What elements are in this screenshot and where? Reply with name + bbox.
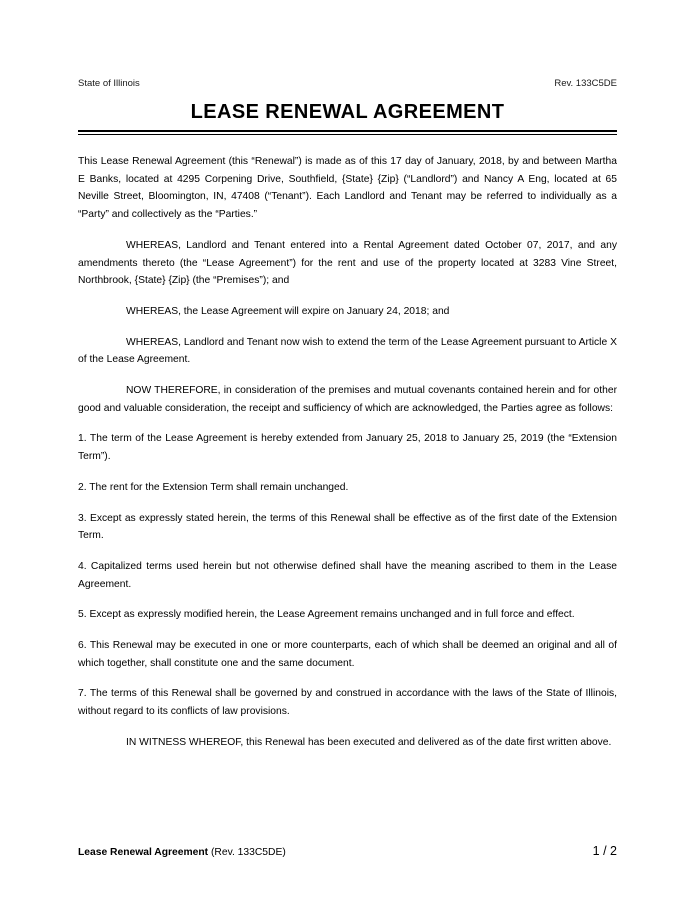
title-rule-thin xyxy=(78,134,617,135)
paragraph-whereas-1: WHEREAS, Landlord and Tenant entered into a Rental Agreement dated October 07, 2017, and any amendments thereto (the “Lease Agreement”) for the rent and use of the property located at 3283 Vine Street, Northbrook, {State} {Zip} (the “Premises”); and xyxy=(78,239,617,287)
clause-4: 4. Capitalized terms used herein but not otherwise defined shall have the meaning ascribed to them in the Lease Agreement. xyxy=(78,560,617,590)
clause-7: 7. The terms of this Renewal shall be governed by and construed in accordance with the laws of the State of Illinois, without regard to its conflicts of law provisions. xyxy=(78,688,617,718)
clause-2: 2. The rent for the Extension Term shall remain unchanged. xyxy=(78,481,349,493)
clause-3: 3. Except as expressly stated herein, the terms of this Renewal shall be effective as of the first date of the Extension Term. xyxy=(78,512,617,542)
clause-6: 6. This Renewal may be executed in one or more counterparts, each of which shall be deemed an original and all of which together, shall constitute one and the same document. xyxy=(78,640,617,669)
state-label: State of Illinois xyxy=(78,78,140,89)
paragraph-now-therefore: NOW THEREFORE, in consideration of the premises and mutual covenants contained herein and for other good and valuable consideration, the receipt and sufficiency of which are acknowledged, the Parties agree as follows: xyxy=(78,385,617,414)
footer-title: Lease Renewal Agreement xyxy=(78,847,209,858)
document-body xyxy=(78,153,617,752)
revision-label: Rev. 133C5DE xyxy=(554,78,617,89)
title-rule-thick xyxy=(78,130,617,132)
document-header xyxy=(78,78,617,89)
footer-title-block xyxy=(78,847,286,858)
paragraph-witness-whereof: IN WITNESS WHEREOF, this Renewal has been executed and delivered as of the date first written above. xyxy=(126,736,612,748)
clause-1: 1. The term of the Lease Agreement is hereby extended from January 25, 2018 to January 25, 2019 (the “Extension Term”). xyxy=(78,433,617,463)
page-number: 1 / 2 xyxy=(592,844,617,858)
footer-revision: (Rev. 133C5DE) xyxy=(210,847,286,858)
document-footer xyxy=(78,844,617,858)
clause-5: 5. Except as expressly modified herein, the Lease Agreement remains unchanged and in full force and effect. xyxy=(78,609,575,621)
paragraph-whereas-2: WHEREAS, the Lease Agreement will expire on January 24, 2018; and xyxy=(126,305,450,317)
paragraph-recitals-intro: This Lease Renewal Agreement (this “Renewal”) is made as of this 17 day of January, 2018, by and between Martha E Banks, located at 4295 Corpening Drive, Southfield, {State} {Zip} (“Landlord”) and Nancy A Eng, located at 65 Neville Street, Bloomington, IN, 47408 (“Tenant”). Each Landlord and Tenant may be referred to individually as a “Party” and collectively as the “Parties.” xyxy=(78,156,617,221)
page-title: LEASE RENEWAL AGREEMENT xyxy=(190,101,505,123)
paragraph-whereas-3: WHEREAS, Landlord and Tenant now wish to extend the term of the Lease Agreement pursuant to Article X of the Lease Agreement. xyxy=(78,336,617,366)
